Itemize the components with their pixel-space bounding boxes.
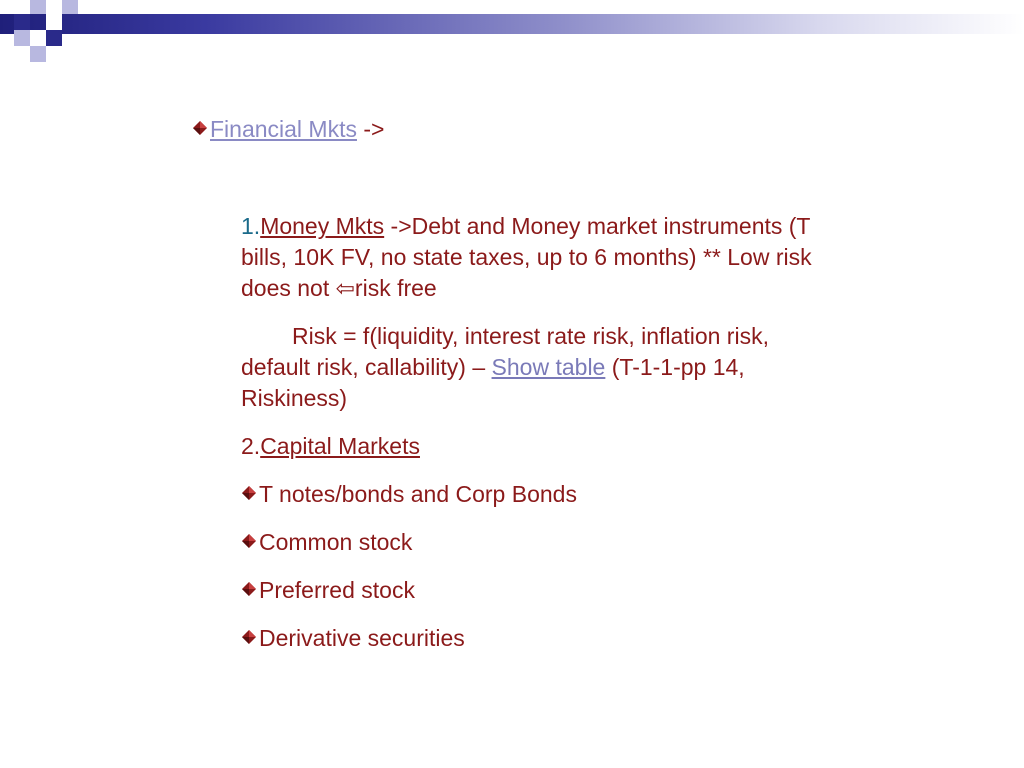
financial-mkts-link[interactable]: Financial Mkts — [210, 116, 357, 142]
decor-square — [30, 30, 46, 46]
slide-body — [241, 211, 841, 671]
list-item — [241, 575, 841, 606]
list-item-label: T notes/bonds and Corp Bonds — [259, 481, 577, 507]
list-item — [241, 479, 841, 510]
risk-paragraph — [241, 321, 841, 414]
decor-square — [46, 30, 62, 46]
show-table-link[interactable]: Show table — [491, 354, 606, 380]
risk-text-end: (T-1-1-pp 14, Riskiness) — [241, 354, 745, 411]
left-right-arrow-icon: ⇦ — [335, 275, 355, 301]
money-mkts-link[interactable]: Money Mkts — [260, 213, 385, 239]
item-2-number: 2. — [241, 433, 261, 459]
header-gradient-bar — [0, 14, 1024, 34]
decor-square — [62, 0, 78, 14]
item-1-text: ->Debt and Money market instruments (T bills, 10K FV, no state taxes, up to 6 months) ** Low risk does not — [241, 213, 812, 301]
diamond-arrow-bullet-icon — [192, 120, 210, 138]
item-1-number: 1. — [241, 213, 261, 239]
heading-line — [192, 116, 384, 143]
list-item — [241, 527, 841, 558]
list-item-label: Common stock — [259, 529, 413, 555]
diamond-arrow-bullet-icon — [241, 581, 259, 599]
decor-square — [14, 30, 30, 46]
list-item-label: Derivative securities — [259, 625, 465, 651]
item-1-text-end: risk free — [354, 275, 437, 301]
list-item-label: Preferred stock — [259, 577, 415, 603]
item-2 — [241, 431, 841, 462]
capital-markets-link[interactable]: Capital Markets — [260, 433, 420, 459]
decor-square — [46, 14, 62, 30]
risk-text: Risk = f(liquidity, interest rate risk, inflation risk, default risk, callability) – — [241, 323, 769, 380]
item-1 — [241, 211, 841, 304]
diamond-arrow-bullet-icon — [241, 629, 259, 647]
list-item — [241, 623, 841, 654]
diamond-arrow-bullet-icon — [241, 533, 259, 551]
heading-suffix: -> — [356, 116, 385, 142]
decor-square — [30, 46, 46, 62]
diamond-arrow-bullet-icon — [241, 485, 259, 503]
decor-square — [30, 0, 46, 14]
decor-square — [14, 14, 30, 30]
